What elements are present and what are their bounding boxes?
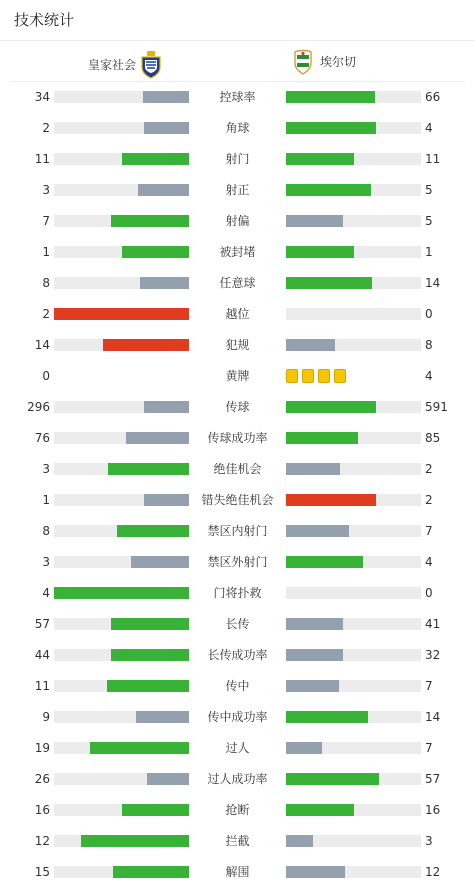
away-bar-fill <box>286 401 376 413</box>
away-value: 57 <box>425 772 441 786</box>
away-value: 16 <box>425 803 441 817</box>
stat-row <box>0 578 475 609</box>
home-value: 11 <box>34 679 50 693</box>
home-value: 8 <box>42 276 50 290</box>
home-bar-track <box>54 215 189 227</box>
stat-label: 解围 <box>225 865 250 879</box>
home-bar-track <box>54 587 189 599</box>
yellow-cards <box>286 369 346 383</box>
away-value: 85 <box>425 431 441 445</box>
away-bar-track <box>286 587 421 599</box>
away-value: 2 <box>425 462 433 476</box>
home-bar-fill <box>147 773 189 785</box>
away-bar-fill <box>286 804 354 816</box>
away-bar-fill <box>286 432 358 444</box>
away-bar-track <box>286 463 421 475</box>
stat-label: 长传 <box>225 617 250 631</box>
home-value: 4 <box>42 586 50 600</box>
home-bar-fill <box>117 525 189 537</box>
home-bar-fill <box>122 246 190 258</box>
away-bar-fill <box>286 680 339 692</box>
home-bar-fill <box>107 680 189 692</box>
away-value: 7 <box>425 679 433 693</box>
home-bar-track <box>54 711 189 723</box>
away-team-name: 埃尔切 <box>320 55 357 69</box>
stat-label: 犯规 <box>225 338 250 352</box>
away-bar-track <box>286 680 421 692</box>
stat-row <box>0 175 475 206</box>
home-bar-track <box>54 773 189 785</box>
away-bar-track <box>286 122 421 134</box>
home-value: 9 <box>42 710 50 724</box>
away-value: 591 <box>425 400 448 414</box>
home-value: 8 <box>42 524 50 538</box>
away-bar-fill <box>286 835 313 847</box>
yellow-card-icon <box>334 369 346 383</box>
away-bar-track <box>286 742 421 754</box>
home-bar-track <box>54 432 189 444</box>
home-bar-track <box>54 463 189 475</box>
home-value: 1 <box>42 245 50 259</box>
stat-label: 抢断 <box>225 803 250 817</box>
away-bar-track <box>286 835 421 847</box>
home-bar-fill <box>113 866 189 878</box>
stat-row <box>0 423 475 454</box>
away-value: 3 <box>425 834 433 848</box>
away-bar-track <box>286 308 421 320</box>
home-bar-track <box>54 804 189 816</box>
stat-label: 被封堵 <box>219 245 256 259</box>
home-value: 296 <box>27 400 50 414</box>
stat-row <box>0 702 475 733</box>
teams-header <box>10 42 465 80</box>
away-bar-fill <box>286 277 372 289</box>
home-value: 44 <box>34 648 50 662</box>
home-value: 2 <box>42 121 50 135</box>
away-bar-fill <box>286 556 363 568</box>
home-bar-fill <box>144 401 189 413</box>
away-bar-track <box>286 277 421 289</box>
home-value: 11 <box>34 152 50 166</box>
stat-label: 传球 <box>225 400 250 414</box>
away-value: 2 <box>425 493 433 507</box>
away-bar-fill <box>286 246 354 258</box>
home-bar-fill <box>54 308 189 320</box>
away-bar-fill <box>286 122 376 134</box>
home-value: 1 <box>42 493 50 507</box>
stat-label: 传中成功率 <box>207 710 268 724</box>
home-bar-fill <box>54 587 189 599</box>
away-value: 66 <box>425 90 441 104</box>
away-value: 4 <box>425 121 433 135</box>
home-value: 57 <box>34 617 50 631</box>
away-bar-fill <box>286 339 335 351</box>
home-value: 7 <box>42 214 50 228</box>
stat-label: 越位 <box>225 307 250 321</box>
stat-row <box>0 82 475 113</box>
home-bar-fill <box>143 91 189 103</box>
home-bar-fill <box>108 463 189 475</box>
stat-label: 射门 <box>225 152 250 166</box>
away-bar-fill <box>286 91 375 103</box>
away-value: 7 <box>425 524 433 538</box>
away-value: 14 <box>425 276 441 290</box>
home-bar-track <box>54 122 189 134</box>
away-value: 41 <box>425 617 441 631</box>
stat-label: 绝佳机会 <box>213 462 262 476</box>
home-bar-track <box>54 246 189 258</box>
away-bar-track <box>286 711 421 723</box>
yellow-card-icon <box>302 369 314 383</box>
stat-label: 传球成功率 <box>207 431 268 445</box>
away-bar-track <box>286 432 421 444</box>
away-bar-track <box>286 246 421 258</box>
away-value: 32 <box>425 648 441 662</box>
home-bar-fill <box>126 432 189 444</box>
stat-row <box>0 795 475 826</box>
home-bar-track <box>54 184 189 196</box>
home-bar-track <box>54 835 189 847</box>
stat-row <box>0 547 475 578</box>
stat-row <box>0 733 475 764</box>
stat-label: 门将扑救 <box>213 586 262 600</box>
away-bar-fill <box>286 153 354 165</box>
stat-label: 黄牌 <box>225 369 250 383</box>
away-bar-fill <box>286 866 345 878</box>
stat-label: 角球 <box>225 121 250 135</box>
home-bar-fill <box>136 711 189 723</box>
away-bar-track <box>286 215 421 227</box>
away-value: 12 <box>425 865 441 879</box>
home-value: 76 <box>34 431 50 445</box>
home-bar-fill <box>144 494 189 506</box>
away-value: 11 <box>425 152 441 166</box>
away-bar-track <box>286 184 421 196</box>
home-value: 19 <box>34 741 50 755</box>
away-value: 1 <box>425 245 433 259</box>
away-bar-track <box>286 401 421 413</box>
stat-row <box>0 361 475 392</box>
home-value: 2 <box>42 307 50 321</box>
away-bar-track <box>286 494 421 506</box>
away-bar-track <box>286 618 421 630</box>
title-divider <box>0 40 475 41</box>
home-value: 3 <box>42 183 50 197</box>
away-bar-fill <box>286 463 340 475</box>
home-bar-track <box>54 494 189 506</box>
stat-row <box>0 516 475 547</box>
home-bar-fill <box>81 835 189 847</box>
home-bar-track <box>54 649 189 661</box>
away-bar-fill <box>286 494 376 506</box>
home-bar-track <box>54 618 189 630</box>
stat-row <box>0 237 475 268</box>
away-bar-track <box>286 804 421 816</box>
home-bar-track <box>54 401 189 413</box>
home-bar-track <box>54 680 189 692</box>
away-bar-track <box>286 649 421 661</box>
home-bar-fill <box>138 184 189 196</box>
away-value: 14 <box>425 710 441 724</box>
away-value: 5 <box>425 183 433 197</box>
stat-row <box>0 857 475 888</box>
home-bar-fill <box>122 804 190 816</box>
away-team-crest-icon <box>292 49 314 75</box>
stat-label: 射偏 <box>225 214 250 228</box>
home-bar-track <box>54 153 189 165</box>
home-bar-track <box>54 277 189 289</box>
home-team-crest-icon <box>140 51 162 79</box>
home-bar-track <box>54 91 189 103</box>
away-bar-track <box>286 866 421 878</box>
stat-row <box>0 330 475 361</box>
home-value: 3 <box>42 555 50 569</box>
away-value: 5 <box>425 214 433 228</box>
yellow-card-icon <box>318 369 330 383</box>
stat-label: 错失绝佳机会 <box>201 493 274 507</box>
home-bar-fill <box>111 215 189 227</box>
away-value: 7 <box>425 741 433 755</box>
away-bar-fill <box>286 711 368 723</box>
home-bar-fill <box>131 556 189 568</box>
away-bar-track <box>286 153 421 165</box>
stat-row <box>0 206 475 237</box>
home-bar-fill <box>144 122 189 134</box>
stat-row <box>0 268 475 299</box>
home-bar-track <box>54 308 189 320</box>
stat-row <box>0 454 475 485</box>
stat-row <box>0 671 475 702</box>
away-value: 4 <box>425 369 433 383</box>
home-value: 12 <box>34 834 50 848</box>
away-bar-track <box>286 773 421 785</box>
home-value: 3 <box>42 462 50 476</box>
stat-label: 禁区外射门 <box>207 555 268 569</box>
stat-row <box>0 144 475 175</box>
away-value: 4 <box>425 555 433 569</box>
stat-row <box>0 113 475 144</box>
away-bar-fill <box>286 773 379 785</box>
home-bar-track <box>54 556 189 568</box>
home-bar-fill <box>90 742 189 754</box>
page-title: 技术统计 <box>14 11 75 29</box>
home-bar-track <box>54 742 189 754</box>
home-value: 15 <box>34 865 50 879</box>
away-value: 0 <box>425 307 433 321</box>
stat-label: 控球率 <box>219 90 256 104</box>
home-team-name: 皇家社会 <box>87 58 136 72</box>
away-value: 0 <box>425 586 433 600</box>
away-bar-fill <box>286 525 349 537</box>
away-bar-fill <box>286 618 343 630</box>
home-bar-track <box>54 339 189 351</box>
stat-label: 射正 <box>225 183 250 197</box>
home-bar-track <box>54 866 189 878</box>
home-bar-fill <box>111 618 189 630</box>
home-bar-fill <box>122 153 190 165</box>
home-bar-fill <box>140 277 189 289</box>
away-bar-track <box>286 556 421 568</box>
home-bar-fill <box>111 649 189 661</box>
stat-row <box>0 485 475 516</box>
stat-label: 禁区内射门 <box>207 524 268 538</box>
away-bar-track <box>286 525 421 537</box>
stat-label: 拦截 <box>225 834 250 848</box>
away-value: 8 <box>425 338 433 352</box>
home-value: 34 <box>34 90 50 104</box>
stat-label: 传中 <box>225 679 250 693</box>
stat-row <box>0 826 475 857</box>
stat-label: 过人成功率 <box>207 772 268 786</box>
away-bar-fill <box>286 184 371 196</box>
away-bar-fill <box>286 215 343 227</box>
stat-label: 任意球 <box>219 276 256 290</box>
away-bar-fill <box>286 742 322 754</box>
yellow-card-icon <box>286 369 298 383</box>
stat-row <box>0 640 475 671</box>
home-bar-track <box>54 525 189 537</box>
stat-label: 过人 <box>225 741 250 755</box>
away-bar-track <box>286 91 421 103</box>
stat-label: 长传成功率 <box>207 648 268 662</box>
home-value: 0 <box>42 369 50 383</box>
away-bar-fill <box>286 649 343 661</box>
stat-row <box>0 764 475 795</box>
stat-row <box>0 299 475 330</box>
home-value: 14 <box>34 338 50 352</box>
home-team[interactable] <box>88 51 162 79</box>
home-bar-fill <box>103 339 189 351</box>
home-value: 16 <box>34 803 50 817</box>
stat-row <box>0 392 475 423</box>
away-team[interactable] <box>292 49 356 75</box>
away-bar-track <box>286 339 421 351</box>
stat-row <box>0 609 475 640</box>
home-value: 26 <box>34 772 50 786</box>
